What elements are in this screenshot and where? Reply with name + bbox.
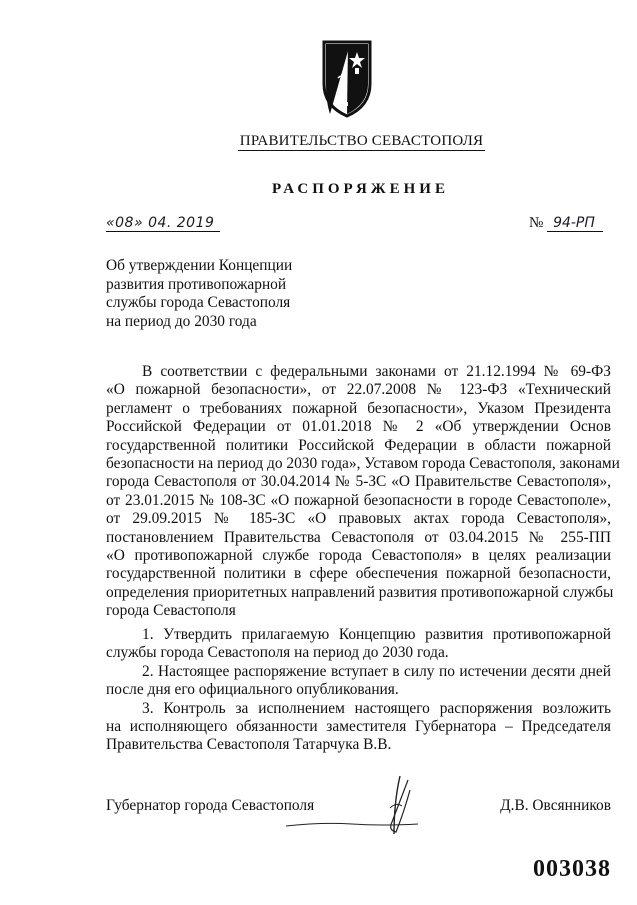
- sevastopol-coat-of-arms-icon: [322, 40, 372, 118]
- resolution-items: [106, 626, 611, 755]
- preamble-line: от 29.09.2015 № 185-ЗС «О правовых актах города Севастополя»,: [106, 510, 611, 528]
- preamble-line: государственной политики в сфере обеспечения пожарной безопасности,: [106, 565, 611, 583]
- preamble-line: от 23.01.2015 № 108-ЗС «О пожарной безопасности в городе Севастополе»,: [106, 491, 611, 509]
- preamble-paragraph: [106, 363, 620, 620]
- number-handwritten-field: 94-РП: [547, 215, 603, 232]
- document-number: [529, 215, 603, 232]
- government-title: ПРАВИТЕЛЬСТВО СЕВАСТОПОЛЯ: [239, 133, 484, 149]
- document-date: [106, 215, 220, 232]
- item-1-line: службы города Севастополя на период до 2030 года.: [106, 644, 449, 662]
- item-3-line: 3. Контроль за исполнением настоящего распоряжения возложить: [142, 699, 611, 717]
- preamble-line: В соответствии с федеральными законами от 21.12.1994 № 69-ФЗ: [142, 363, 611, 380]
- serial-number: 003038: [533, 856, 611, 882]
- preamble-line: города Севастополя: [106, 602, 236, 620]
- item-3-line: Правительства Севастополя Татарчука В.В.: [106, 736, 392, 754]
- document-subject: [106, 257, 366, 331]
- preamble-line: постановлением Правительства Севастополя от 03.04.2015 № 255-ПП: [106, 528, 611, 546]
- preamble-line: государственной политики Российской Федерации в области пожарной: [106, 436, 611, 454]
- preamble-line: «О противопожарной службе города Севастополя» в целях реализации: [106, 546, 611, 564]
- item-2-line: после дня его официального опубликования.: [106, 681, 399, 699]
- preamble-line: города Севастополя от 30.04.2014 № 5-ЗС «О Правительстве Севастополя»,: [106, 473, 611, 491]
- date-handwritten-field: «08» 04. 2019: [106, 215, 220, 232]
- preamble-line: Российской Федерации от 01.01.2018 № 2 «Об утверждении Основ: [106, 418, 611, 436]
- subject-line: Об утверждении Концепции: [106, 257, 293, 274]
- preamble-line: определения приоритетных направлений развития противопожарной службы: [106, 583, 614, 601]
- item-2-line: 2. Настоящее распоряжение вступает в силу по истечении десяти дней: [142, 662, 611, 680]
- preamble-line: «О пожарной безопасности», от 22.07.2008 № 123-ФЗ «Технический: [106, 381, 611, 399]
- subject-line: на период до 2030 года: [106, 312, 257, 330]
- signer-name: Д.В. Овсянников: [500, 797, 611, 814]
- signature-block: [106, 797, 611, 821]
- subject-line: развития противопожарной: [106, 275, 287, 293]
- preamble-line: регламент о требованиях пожарной безопасности», Указом Президента: [106, 399, 611, 417]
- subject-line: службы города Севастополя: [106, 294, 291, 311]
- document-type-heading: РАСПОРЯЖЕНИЕ: [272, 181, 449, 197]
- number-sign: №: [529, 215, 544, 231]
- item-3-line: на исполняющего обязанности заместителя Губернатора – Председателя: [106, 717, 611, 735]
- signer-position: Губернатор города Севастополя: [106, 797, 315, 814]
- item-1-line: 1. Утвердить прилагаемую Концепцию развития противопожарной: [142, 626, 611, 643]
- preamble-line: безопасности на период до 2030 года», Уставом города Севастополя, законами: [106, 454, 620, 472]
